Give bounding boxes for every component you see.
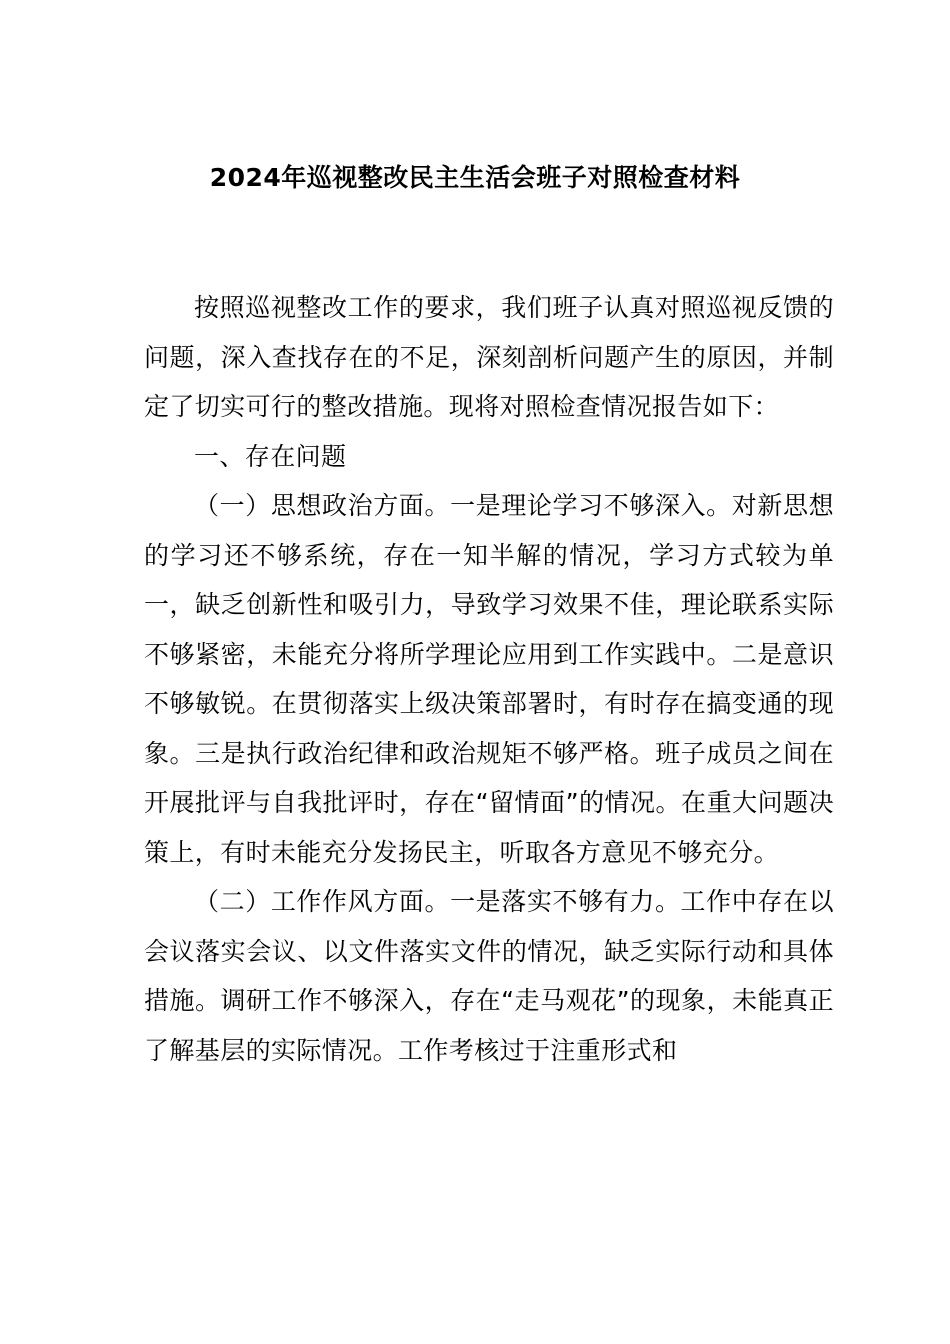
paragraph-political-thought: （一）思想政治方面。一是理论学习不够深入。对新思想的学习还不够系统，存在一知半解的情况，学习方式较为单一，缺乏创新性和吸引力，导致学习效果不佳，理论联系实际不够紧密，未能充分将所学理论应用到工作实践中。二是意识不够敏锐。在贯彻落实上级决策部署时，有时存在搞变通的现象。三是执行政治纪律和政治规矩不够严格。班子成员之间在开展批评与自我批评时，存在“留情面”的情况。在重大问题决策上，有时未能充分发扬民主，听取各方意见不够充分。 — [144, 491, 834, 867]
paragraph-intro: 按照巡视整改工作的要求，我们班子认真对照巡视反馈的问题，深入查找存在的不足，深刻剖析问题产生的原因，并制定了切实可行的整改措施。现将对照检查情况报告如下： — [144, 293, 834, 421]
document-title: 2024年巡视整改民主生活会班子对照检查材料 — [209, 163, 741, 192]
paragraph-work-style: （二）工作作风方面。一是落实不够有力。工作中存在以会议落实会议、以文件落实文件的情况，缺乏实际行动和具体措施。调研工作不够深入，存在“走马观花”的现象，未能真正了解基层的实际情况。工作考核过于注重形式和 — [144, 887, 834, 1065]
section-heading-problems: 一、存在问题 — [194, 441, 347, 471]
document-body — [144, 283, 834, 1075]
